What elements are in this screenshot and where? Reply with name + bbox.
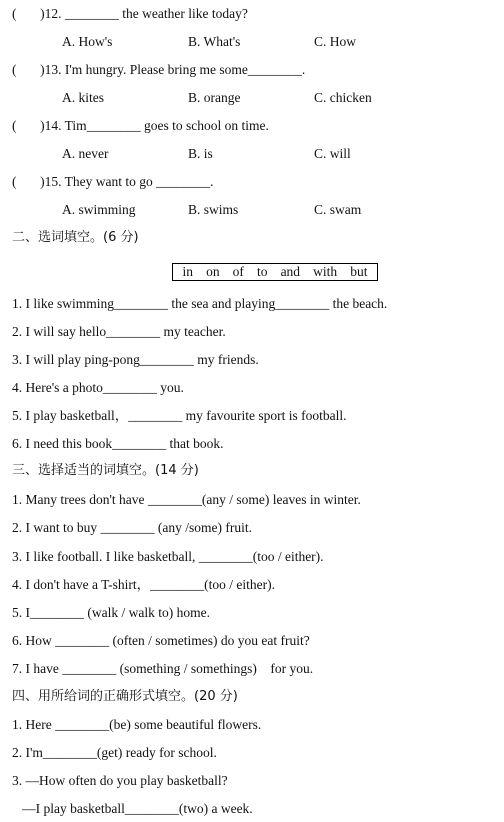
option-a: A. swimming [62,202,136,217]
word-bank-item: in [182,264,194,279]
option-c: C. chicken [314,90,372,105]
section-2-item-6: 6. I need this book________ that book. [12,436,224,451]
section-3-heading: 三、选择适当的词填空。(14 分) [12,463,199,478]
option-c: C. swam [314,202,362,217]
option-c: C. How [314,34,357,49]
option-a: A. How's [62,34,113,49]
word-bank-item: with [313,264,338,279]
section-3-item-3: 3. I like football. I like basketball, ________(too / either). [12,549,324,564]
section-2-item-5: 5. I play basketball，________ my favourite sport is football. [12,408,347,423]
question-15-options [62,202,482,218]
section-3-item-5: 5. I________ (walk / walk to) home. [12,605,210,620]
section-2-heading: 二、选词填空。(6 分) [12,230,139,245]
word-bank-item: on [206,264,220,279]
word-bank-box [172,263,378,281]
option-c: C. will [314,146,351,161]
section-2-item-3: 3. I will play ping-pong________ my friends. [12,352,259,367]
word-bank-item: of [232,264,244,279]
option-a: A. kites [62,90,104,105]
section-3-item-7: 7. I have ________ (something / somethings) for you. [12,661,314,676]
question-13-options [62,90,482,106]
question-13-stem: ( )13. I'm hungry. Please bring me some________. [12,62,306,77]
question-14-stem: ( )14. Tim________ goes to school on time. [12,118,269,133]
section-3-item-2: 2. I want to buy ________ (any /some) fruit. [12,520,252,535]
section-2-item-2: 2. I will say hello________ my teacher. [12,324,226,339]
section-3-item-6: 6. How ________ (often / sometimes) do you eat fruit? [12,633,310,648]
section-2-item-4: 4. Here's a photo________ you. [12,380,184,395]
section-4-item-1: 1. Here ________(be) some beautiful flowers. [12,717,262,732]
section-4-item-3-answer: —I play basketball________(two) a week. [12,801,253,816]
word-bank-item: but [350,264,368,279]
option-b: B. orange [188,90,241,105]
question-15-stem: ( )15. They want to go ________. [12,174,214,189]
section-4-heading: 四、用所给词的正确形式填空。(20 分) [12,689,238,704]
question-14-options [62,146,482,162]
option-b: B. swims [188,202,239,217]
option-b: B. is [188,146,213,161]
section-4-item-3-question: 3. —How often do you play basketball? [12,773,228,788]
word-bank-item: to [256,264,268,279]
section-2-item-1: 1. I like swimming________ the sea and playing________ the beach. [12,296,388,311]
section-4-item-2: 2. I'm________(get) ready for school. [12,745,217,760]
question-12-options [62,34,482,50]
question-12-stem: ( )12. ________ the weather like today? [12,6,248,21]
word-bank-item: and [280,264,301,279]
section-3-item-1: 1. Many trees don't have ________(any / some) leaves in winter. [12,492,361,507]
section-3-item-4: 4. I don't have a T-shirt，________(too / either). [12,577,276,592]
option-b: B. What's [188,34,241,49]
option-a: A. never [62,146,109,161]
